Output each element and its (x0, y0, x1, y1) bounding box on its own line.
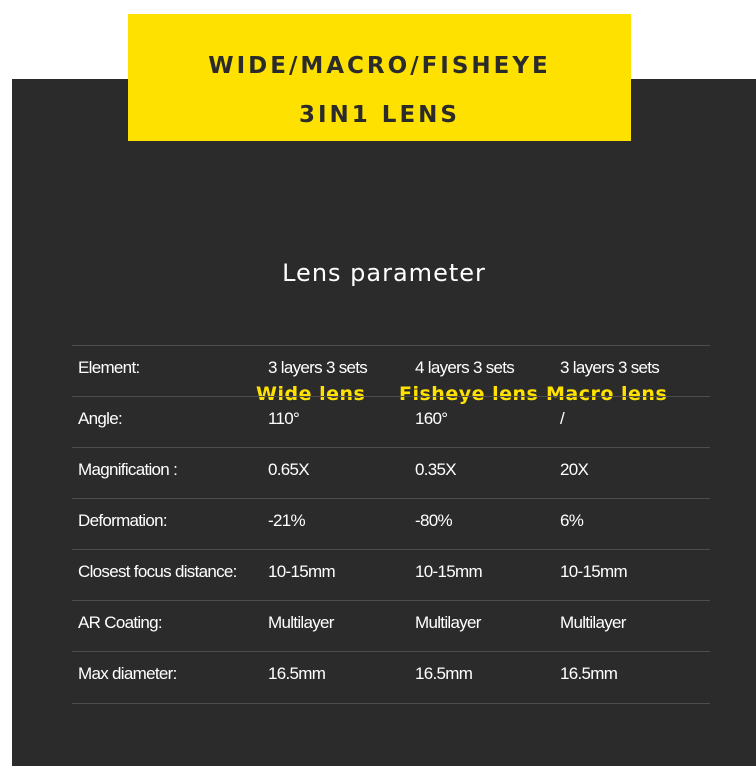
row-label: Magnification : (78, 460, 178, 479)
column-header-wide: Wide lens (256, 383, 366, 405)
wide-value: 0.65X (268, 460, 309, 479)
wide-value: 16.5mm (268, 664, 326, 683)
wide-value: 3 layers 3 sets (268, 358, 368, 377)
table-row (72, 498, 710, 550)
macro-value: 20X (560, 460, 589, 479)
row-label: Closest focus distance: (78, 562, 237, 581)
table-row (72, 651, 710, 704)
row-label: Max diameter: (78, 664, 177, 683)
macro-value: 16.5mm (560, 664, 618, 683)
wide-value: Multilayer (268, 613, 334, 632)
table-row (72, 345, 710, 397)
fisheye-value: 10-15mm (415, 562, 482, 581)
fisheye-value: 160° (415, 409, 448, 428)
title-line-1: WIDE/MACRO/FISHEYE (208, 53, 551, 79)
fisheye-value: -80% (415, 511, 452, 530)
macro-value: Multilayer (560, 613, 626, 632)
row-label: Element: (78, 358, 140, 377)
table-row (72, 549, 710, 601)
fisheye-value: Multilayer (415, 613, 481, 632)
row-label: Angle: (78, 409, 123, 428)
section-heading: Lens parameter (282, 259, 486, 287)
fisheye-value: 16.5mm (415, 664, 473, 683)
title-banner (128, 14, 631, 141)
macro-value: / (560, 409, 565, 428)
row-label: Deformation: (78, 511, 167, 530)
fisheye-value: 0.35X (415, 460, 456, 479)
macro-value: 6% (560, 511, 584, 530)
column-header-macro: Macro lens (546, 383, 668, 405)
row-label: AR Coating: (78, 613, 162, 632)
title-line-2: 3IN1 LENS (298, 102, 460, 128)
column-header-fisheye: Fisheye lens (399, 383, 539, 405)
macro-value: 3 layers 3 sets (560, 358, 660, 377)
wide-value: 10-15mm (268, 562, 335, 581)
fisheye-value: 4 layers 3 sets (415, 358, 515, 377)
table-row (72, 600, 710, 652)
table-row (72, 396, 710, 448)
wide-value: 110° (268, 409, 300, 428)
table-row (72, 447, 710, 499)
wide-value: -21% (268, 511, 305, 530)
macro-value: 10-15mm (560, 562, 627, 581)
dark-panel (12, 79, 756, 766)
